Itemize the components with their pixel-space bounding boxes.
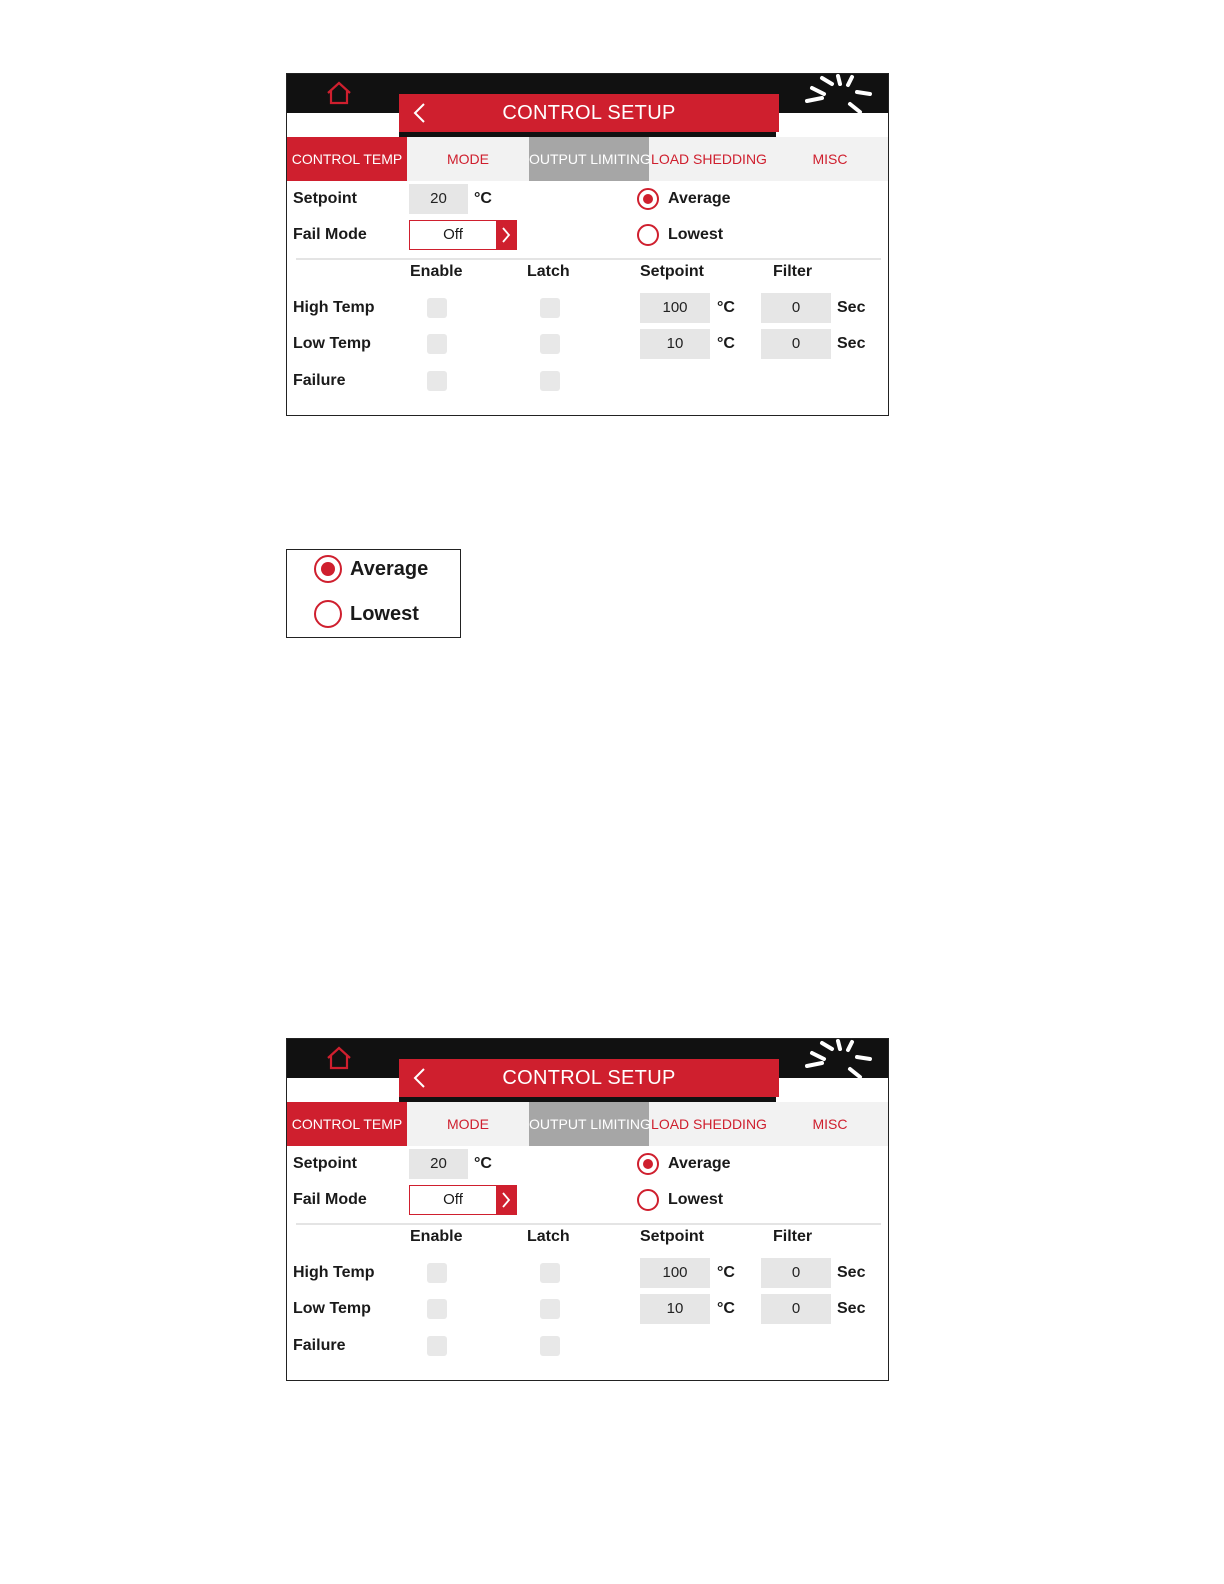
low-temp-latch-checkbox[interactable] [540,334,560,354]
tab-output-limiting[interactable]: OUTPUT LIMITING [529,1102,649,1146]
low-temp-enable-checkbox[interactable] [427,1299,447,1319]
failure-label: Failure [293,1337,346,1354]
home-icon[interactable] [325,80,353,106]
fail-mode-label: Fail Mode [293,1191,367,1208]
low-temp-latch-checkbox[interactable] [540,1299,560,1319]
setpoint-header: Setpoint [640,1228,704,1245]
fail-mode-value: Off [443,226,463,243]
enable-header: Enable [410,1228,463,1245]
callout-lowest-radio[interactable] [314,600,342,628]
low-temp-setpoint-input[interactable]: 10 [640,1294,710,1324]
low-temp-filter-unit: Sec [837,335,866,352]
average-radio[interactable] [637,188,659,210]
chevron-right-icon[interactable] [496,221,516,249]
high-temp-filter-input[interactable]: 0 [761,293,831,323]
tab-control-temp[interactable]: CONTROL TEMP [287,137,407,181]
setpoint-header: Setpoint [640,263,704,280]
high-temp-enable-checkbox[interactable] [427,1263,447,1283]
fail-mode-dropdown[interactable] [409,220,517,250]
page-title: CONTROL SETUP [502,1067,676,1089]
lowest-label: Lowest [668,1191,724,1208]
high-temp-label: High Temp [293,299,375,316]
failure-enable-checkbox[interactable] [427,371,447,391]
failure-latch-checkbox[interactable] [540,1336,560,1356]
callout-average-label: Average [350,558,429,580]
low-temp-unit: °C [717,1300,735,1317]
tab-control-temp[interactable]: CONTROL TEMP [287,1102,407,1146]
filter-header: Filter [773,263,813,280]
callout-average-radio[interactable] [314,555,342,583]
home-icon[interactable] [325,1045,353,1071]
fail-mode-dropdown[interactable] [409,1185,517,1215]
low-temp-label: Low Temp [293,335,371,352]
high-temp-enable-checkbox[interactable] [427,298,447,318]
filter-header: Filter [773,1228,813,1245]
mode-options-callout [286,549,461,638]
tab-mode[interactable]: MODE [447,151,489,167]
divider [296,258,881,260]
setpoint-unit: °C [474,1155,492,1172]
tab-output-limiting[interactable]: OUTPUT LIMITING [529,137,649,181]
low-temp-filter-input[interactable]: 0 [761,329,831,359]
average-radio[interactable] [637,1153,659,1175]
enable-header: Enable [410,263,463,280]
average-label: Average [668,1155,731,1172]
low-temp-filter-unit: Sec [837,1300,866,1317]
title-bar [399,94,779,132]
tab-misc[interactable]: MISC [812,1116,848,1132]
control-setup-screen-1 [286,73,889,416]
setpoint-input[interactable]: 20 [409,1149,468,1179]
control-setup-screen-2 [286,1038,889,1381]
lowest-radio[interactable] [637,1189,659,1211]
title-bar [399,1059,779,1097]
failure-enable-checkbox[interactable] [427,1336,447,1356]
tab-bar [287,137,888,181]
setpoint-label: Setpoint [293,190,357,207]
setpoint-input[interactable]: 20 [409,184,468,214]
failure-latch-checkbox[interactable] [540,371,560,391]
low-temp-setpoint-input[interactable]: 10 [640,329,710,359]
high-temp-latch-checkbox[interactable] [540,298,560,318]
high-temp-label: High Temp [293,1264,375,1281]
brand-logo-icon [802,1039,874,1079]
average-label: Average [668,190,731,207]
page-title: CONTROL SETUP [502,102,676,124]
divider [296,1223,881,1225]
lowest-label: Lowest [668,226,724,243]
tab-load-shedding[interactable]: LOAD SHEDDING [651,1116,767,1132]
high-temp-latch-checkbox[interactable] [540,1263,560,1283]
high-temp-filter-unit: Sec [837,1264,866,1281]
setpoint-unit: °C [474,190,492,207]
high-temp-setpoint-input[interactable]: 100 [640,1258,710,1288]
brand-logo-icon [802,74,874,114]
fail-mode-label: Fail Mode [293,226,367,243]
failure-label: Failure [293,372,346,389]
low-temp-unit: °C [717,335,735,352]
low-temp-enable-checkbox[interactable] [427,334,447,354]
lowest-radio[interactable] [637,224,659,246]
setpoint-label: Setpoint [293,1155,357,1172]
high-temp-filter-unit: Sec [837,299,866,316]
high-temp-filter-input[interactable]: 0 [761,1258,831,1288]
high-temp-unit: °C [717,299,735,316]
callout-lowest-label: Lowest [350,603,419,625]
latch-header: Latch [527,263,570,280]
low-temp-filter-input[interactable]: 0 [761,1294,831,1324]
high-temp-unit: °C [717,1264,735,1281]
tab-load-shedding[interactable]: LOAD SHEDDING [651,151,767,167]
fail-mode-value: Off [443,1191,463,1208]
latch-header: Latch [527,1228,570,1245]
tab-misc[interactable]: MISC [812,151,848,167]
high-temp-setpoint-input[interactable]: 100 [640,293,710,323]
tab-mode[interactable]: MODE [447,1116,489,1132]
chevron-right-icon[interactable] [496,1186,516,1214]
tab-bar [287,1102,888,1146]
low-temp-label: Low Temp [293,1300,371,1317]
